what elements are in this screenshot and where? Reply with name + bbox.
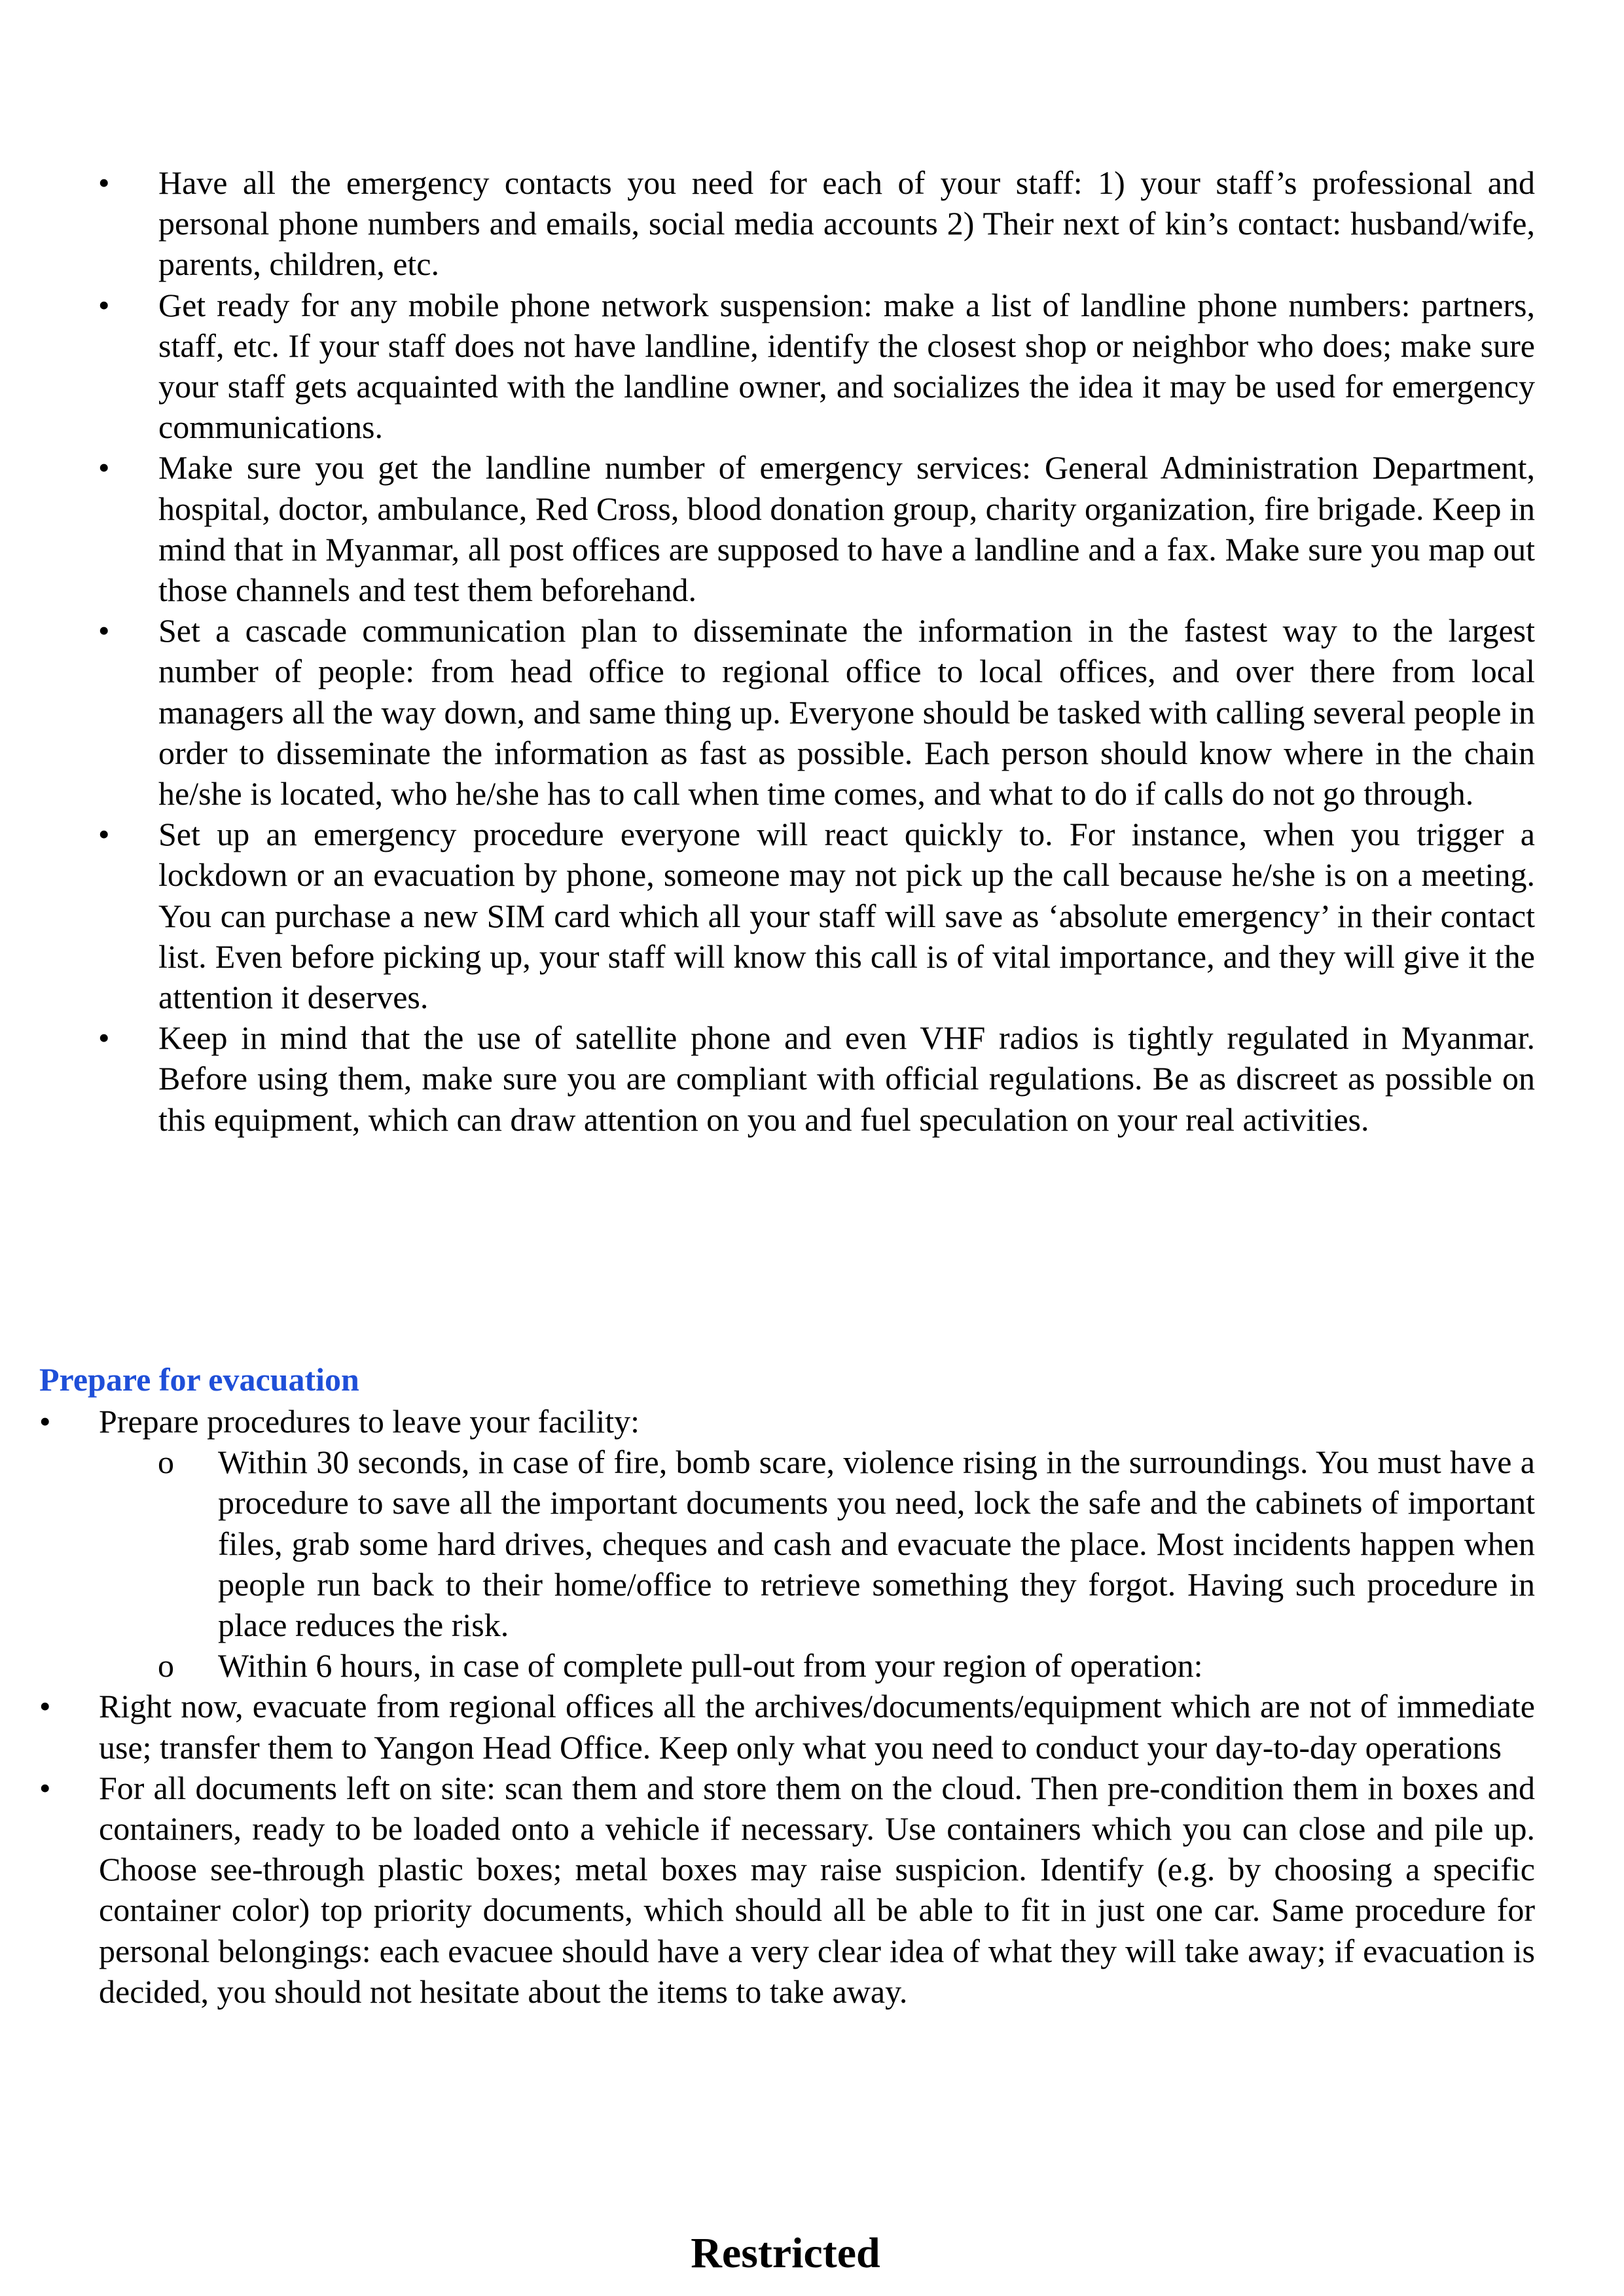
procedures-sub-list — [99, 1442, 1535, 1686]
list-item-documents-on-site: • For all documents left on site: scan them and store them on the cloud. Then pre-condition them in boxes and containers, ready to be loaded onto a vehicle if necessary. Use containers which you can close and pile up. Choose see-through plastic boxes; metal boxes may raise suspicion. Identify (e.g. by choosing a specific container color) top priority documents, which should all be able to fit in just one car. Same procedure for personal belongings: each evacuee should have a very clear idea of what they will take away; if evacuation is decided, you should not hesitate about the items to take away. — [39, 1768, 1535, 2012]
list-item-satellite-phone: • Keep in mind that the use of satellite phone and even VHF radios is tightly regulated in Myanmar. Before using them, make sure you are compliant with official regulations. Be as discreet as possible on this equipment, which can draw attention on you and fuel speculation on your real activities. — [98, 1017, 1535, 1140]
sub-item-30-seconds: o Within 30 seconds, in case of fire, bomb scare, violence rising in the surroundings. You must have a procedure to save all the important documents you need, lock the safe and the cabinets of important files, grab some hard drives, cheques and cash and evacuate the place. Most incidents happen when people run back to their home/office to retrieve something they forgot. Having such procedure in place reduces the risk. — [158, 1442, 1535, 1645]
restricted-footer: Restricted — [691, 2229, 880, 2277]
list-item-procedures — [39, 1401, 1535, 1686]
section-heading: Prepare for evacuation — [39, 1361, 359, 1398]
evacuation-bullet-list — [39, 1401, 1535, 2012]
procedures-intro-text: Prepare procedures to leave your facility: — [99, 1403, 640, 1440]
list-item-emergency-procedure: • Set up an emergency procedure everyone will react quickly to. For instance, when you trigger a lockdown or an evacuation by phone, someone may not pick up the call because he/she is on a meeting. You can purchase a new SIM card which all your staff will save as ‘absolute emergency’ in their contact list. Even before picking up, your staff will know this call is of vital importance, and they will give it the attention it deserves. — [98, 814, 1535, 1017]
list-item-right-now: • Right now, evacuate from regional offices all the archives/documents/equipment which are not of immediate use; transfer them to Yangon Head Office. Keep only what you need to conduct your day-to-day operations — [39, 1686, 1535, 1767]
list-item-cascade-plan: • Set a cascade communication plan to disseminate the information in the fastest way to the largest number of people: from head office to regional office to local offices, and over there from local managers all the way down, and same thing up. Everyone should be tasked with calling several people in order to disseminate the information as fast as possible. Each person should know where in the chain he/she is located, who he/she has to call when time comes, and what to do if calls do not go through. — [98, 610, 1535, 814]
list-item-emergency-contacts: • Have all the emergency contacts you need for each of your staff: 1) your staff’s professional and personal phone numbers and emails, social media accounts 2) Their next of kin’s contact: husband/wife, parents, children, etc. — [98, 162, 1535, 285]
list-item-emergency-services: • Make sure you get the landline number of emergency services: General Administration Department, hospital, doctor, ambulance, Red Cross, blood donation group, charity organization, fire brigade. Keep in mind that in Myanmar, all post offices are supposed to have a landline and a fax. Make sure you map out those channels and test them beforehand. — [98, 447, 1535, 610]
sub-item-6-hours: o Within 6 hours, in case of complete pull-out from your region of operation: — [158, 1645, 1535, 1686]
list-item-network-suspension: • Get ready for any mobile phone network suspension: make a list of landline phone numbers: partners, staff, etc. If your staff does not have landline, identify the closest shop or neighbor who does; make sure your staff gets acquainted with the landline owner, and socializes the idea it may be used for emergency communications. — [98, 285, 1535, 448]
communication-bullet-list — [98, 162, 1535, 1140]
